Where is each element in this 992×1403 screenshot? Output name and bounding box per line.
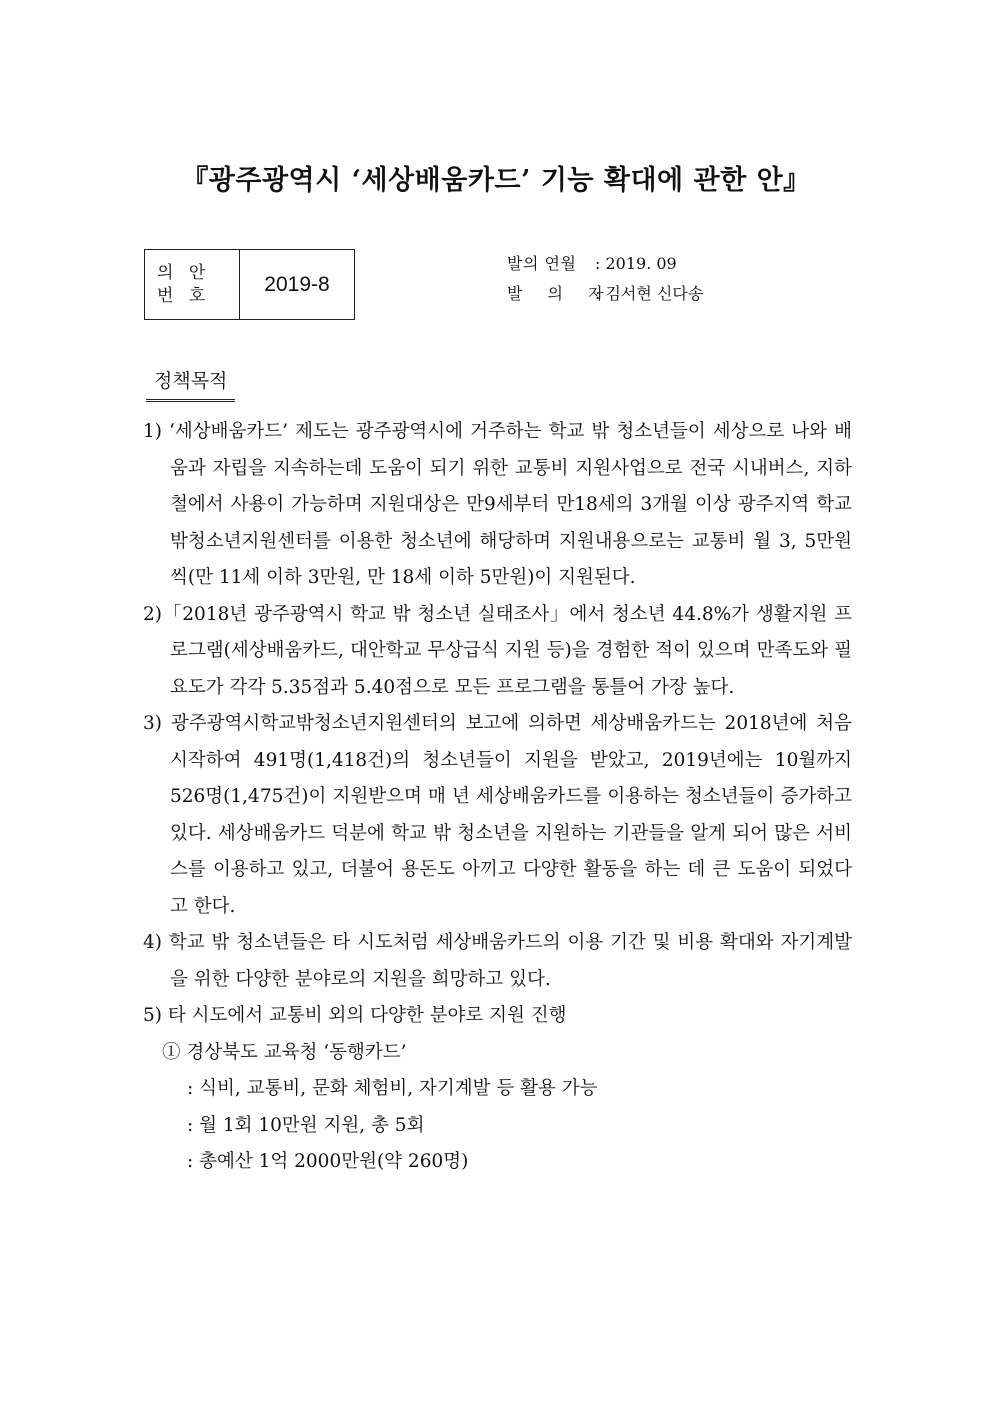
sub-item-detail: : 월 1회 10만원 지원, 총 5회 — [187, 1114, 425, 1136]
purpose-item-5: 5) 타 시도에서 교통비 외의 다양한 분야로 지원 진행 — [143, 1005, 567, 1026]
sub-item-detail: : 식비, 교통비, 문화 체험비, 자기계발 등 활용 가능 — [187, 1078, 598, 1099]
bill-number-box — [144, 249, 355, 320]
proposal-date-row — [507, 249, 703, 279]
bill-number-label — [145, 250, 240, 319]
bill-number-value: 2019-8 — [264, 272, 330, 296]
purpose-item-2: 2)「2018년 광주광역시 학교 밖 청소년 실태조사」에서 청소년 44.8%가 생활지원 프로그램(세상배움카드, 대안학교 무상급식 지원 등)을 경험한 적이 있으며 만족도와 필요도가 각각 5.35점과 5.40점으로 모든 프로그램을 통틀어 가장 높다. — [143, 603, 852, 698]
purpose-item-3: 3) 광주광역시학교밖청소년지원센터의 보고에 의하면 세상배움카드는 2018년에 처음 시작하여 491명(1,418건)의 청소년들이 지원을 받았고, 2019년에는 10월까지 526명(1,475건)이 지원받으며 매 년 세상배움카드를 이용하는 청소년들이 증가하고 있다. 세상배움카드 덕분에 학교 밖 청소년을 지원하는 기관들을 알게 되어 많은 서비스를 이용하고 있고, 더불어 용돈도 아끼고 다양한 활동을 하는 데 큰 도움이 되었다고 한다. — [143, 713, 852, 917]
document-title: 『광주광역시 ‘세상배움카드’ 기능 확대에 관한 안』 — [181, 165, 811, 196]
purpose-list — [143, 414, 852, 1181]
proposal-date-label: 발의 연월 — [507, 254, 577, 273]
proposer-label: 발 의 자 — [507, 284, 614, 303]
sub-item-heading: ① 경상북도 교육청 ‘동행카드’ — [162, 1041, 407, 1063]
purpose-item-4: 4) 학교 밖 청소년들은 타 시도처럼 세상배움카드의 이용 기간 및 비용 확대와 자기계발을 위한 다양한 분야로의 지원을 희망하고 있다. — [143, 932, 852, 990]
section-heading: 정책목적 — [146, 366, 235, 402]
proposer-row — [507, 279, 703, 309]
sub-item-detail: : 총예산 1억 2000만원(약 260명) — [187, 1151, 469, 1172]
proposal-meta — [507, 249, 703, 309]
purpose-item-1: 1) ‘세상배움카드’ 제도는 광주광역시에 거주하는 학교 밖 청소년들이 세상으로 나와 배움과 자립을 지속하는데 도움이 되기 위한 교통비 지원사업으로 전국 시내버스, 지하철에서 사용이 가능하며 지원대상은 만9세부터 만18세의 3개월 이상 광주지역 학교밖청소년지원센터를 이용한 청소년에 해당하며 지원내용으로는 교통비 월 3, 5만원씩(만 11세 이하 3만원, 만 18세 이하 5만원)이 지원된다. — [143, 421, 852, 588]
bill-label-line1: 의 안 — [157, 262, 211, 283]
bill-label-line2: 번 호 — [157, 285, 211, 306]
proposer-value: : 김서현 신다송 — [595, 284, 704, 303]
proposal-date-value: : 2019. 09 — [595, 254, 677, 273]
